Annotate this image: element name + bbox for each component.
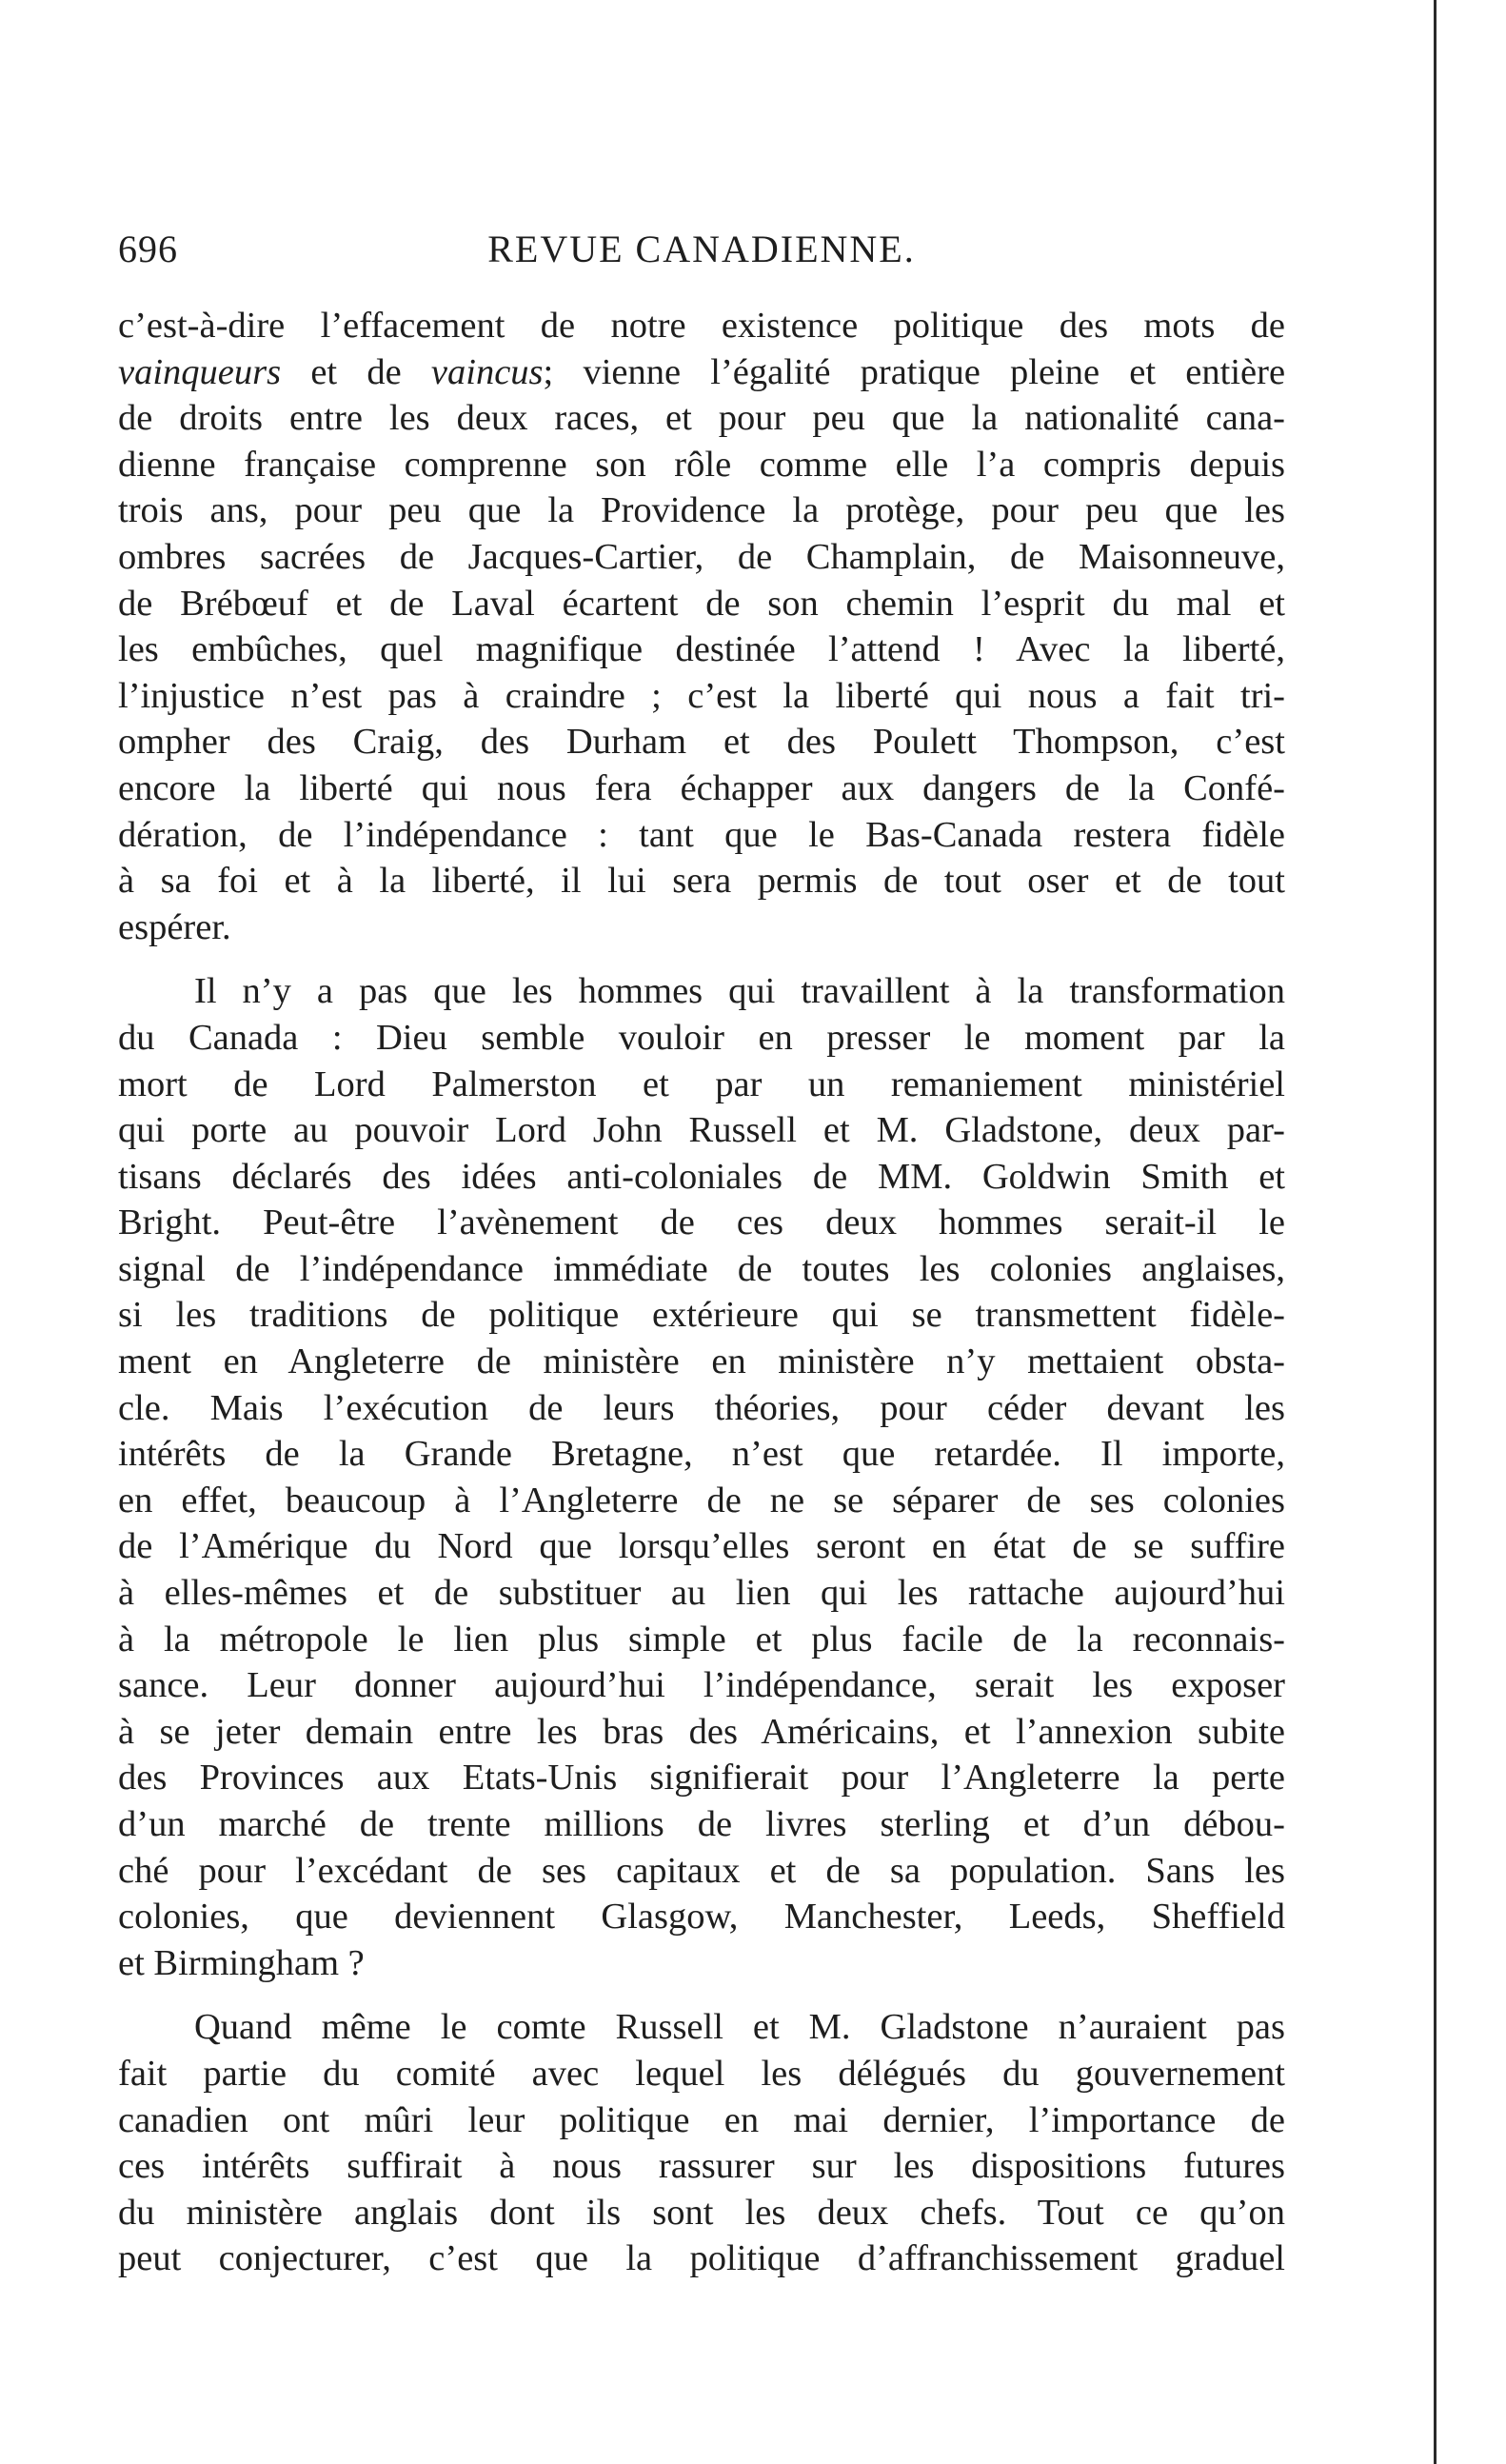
text-line: peut conjecturer, c’est que la politique d’affranchissement graduel — [118, 2238, 1285, 2279]
italic-word-vainqueurs: vainqueurs — [118, 351, 282, 392]
text-line: Bright. Peut-être l’avènement de ces deux hommes serait-il le — [118, 1202, 1285, 1243]
text-line: l’injustice n’est pas à craindre ; c’est la liberté qui nous a fait tri- — [118, 675, 1285, 716]
text-line: à la métropole le lien plus simple et plus facile de la reconnais- — [118, 1619, 1285, 1659]
paragraph-3 — [118, 2004, 1285, 2282]
text-line: les embûches, quel magnifique destinée l’attend ! Avec la liberté, — [118, 629, 1285, 670]
text-line: ces intérêts suffirait à nous rassurer sur les dispositions futures — [118, 2146, 1285, 2187]
text-line: mort de Lord Palmerston et par un remaniement ministériel — [118, 1063, 1285, 1104]
paragraph-1 — [118, 303, 1285, 950]
text-line: encore la liberté qui nous fera échapper aux dangers de la Confé- — [118, 767, 1285, 808]
text-line: du Canada : Dieu semble vouloir en presser le moment par la — [118, 1017, 1285, 1058]
text-line: espérer. — [118, 906, 231, 947]
text-fragment: et de — [310, 351, 402, 392]
text-line: fait partie du comité avec lequel les délégués du gouvernement — [118, 2053, 1285, 2094]
text-line: signal de l’indépendance immédiate de toutes les colonies anglaises, — [118, 1248, 1285, 1289]
text-line: dération, de l’indépendance : tant que le Bas-Canada restera fidèle — [118, 814, 1285, 855]
text-line-with-italics — [118, 349, 1285, 396]
text-line: à elles-mêmes et de substituer au lien qui les rattache aujourd’hui — [118, 1573, 1285, 1614]
page-number: 696 — [118, 228, 178, 270]
text-fragment: ; vienne l’égalité pratique pleine et entière — [543, 351, 1286, 392]
text-line: ché pour l’excédant de ses capitaux et de sa population. Sans les — [118, 1850, 1285, 1891]
text-line: Il n’y a pas que les hommes qui travaillent à la transformation — [194, 971, 1285, 1012]
text-line: cle. Mais l’exécution de leurs théories, pour céder devant les — [118, 1387, 1285, 1428]
text-line: ombres sacrées de Jacques-Cartier, de Champlain, de Maisonneuve, — [118, 536, 1285, 577]
text-line: à sa foi et à la liberté, il lui sera permis de tout oser et de tout — [118, 861, 1285, 902]
text-line: et Birmingham ? — [118, 1942, 365, 1983]
text-line: de Brébœuf et de Laval écartent de son chemin l’esprit du mal et — [118, 583, 1285, 624]
text-line: intérêts de la Grande Bretagne, n’est que retardée. Il importe, — [118, 1434, 1285, 1475]
text-line: canadien ont mûri leur politique en mai dernier, l’importance de — [118, 2099, 1285, 2140]
italic-word-vaincus: vaincus — [430, 351, 544, 392]
text-line: qui porte au pouvoir Lord John Russell et M. Gladstone, deux par- — [118, 1110, 1285, 1151]
text-line: ment en Angleterre de ministère en ministère n’y mettaient obsta- — [118, 1341, 1285, 1382]
text-line: à se jeter demain entre les bras des Américains, et l’annexion subite — [118, 1711, 1285, 1752]
text-line: sance. Leur donner aujourd’hui l’indépendance, serait les exposer — [118, 1665, 1285, 1706]
text-line: si les traditions de politique extérieure qui se transmettent fidèle- — [118, 1295, 1285, 1336]
body-text — [118, 303, 1285, 2282]
text-line: d’un marché de trente millions de livres sterling et d’un débou- — [118, 1804, 1285, 1844]
text-line: trois ans, pour peu que la Providence la protège, pour peu que les — [118, 490, 1285, 531]
paragraph-2 — [118, 968, 1285, 1986]
text-line: en effet, beaucoup à l’Angleterre de ne se séparer de ses colonies — [118, 1480, 1285, 1520]
text-line: du ministère anglais dont ils sont les deux chefs. Tout ce qu’on — [118, 2192, 1285, 2233]
text-line: des Provinces aux Etats-Unis signifierait pour l’Angleterre la perte — [118, 1758, 1285, 1798]
page-edge-rule — [1434, 0, 1437, 2464]
running-head — [118, 227, 1285, 284]
text-line: tisans déclarés des idées anti-coloniales de MM. Goldwin Smith et — [118, 1156, 1285, 1197]
text-line: ompher des Craig, des Durham et des Poulett Thompson, c’est — [118, 722, 1285, 763]
journal-title: REVUE CANADIENNE. — [487, 228, 916, 270]
text-line: Quand même le comte Russell et M. Gladstone n’auraient pas — [194, 2007, 1285, 2048]
text-line: dienne française comprenne son rôle comme elle l’a compris depuis — [118, 444, 1285, 485]
text-line: c’est-à-dire l’effacement de notre existence politique des mots de — [118, 306, 1285, 346]
text-line: colonies, que deviennent Glasgow, Manchester, Leeds, Sheffield — [118, 1897, 1285, 1937]
text-line: de l’Amérique du Nord que lorsqu’elles seront en état de se suffire — [118, 1526, 1285, 1567]
text-line: de droits entre les deux races, et pour peu que la nationalité cana- — [118, 398, 1285, 439]
